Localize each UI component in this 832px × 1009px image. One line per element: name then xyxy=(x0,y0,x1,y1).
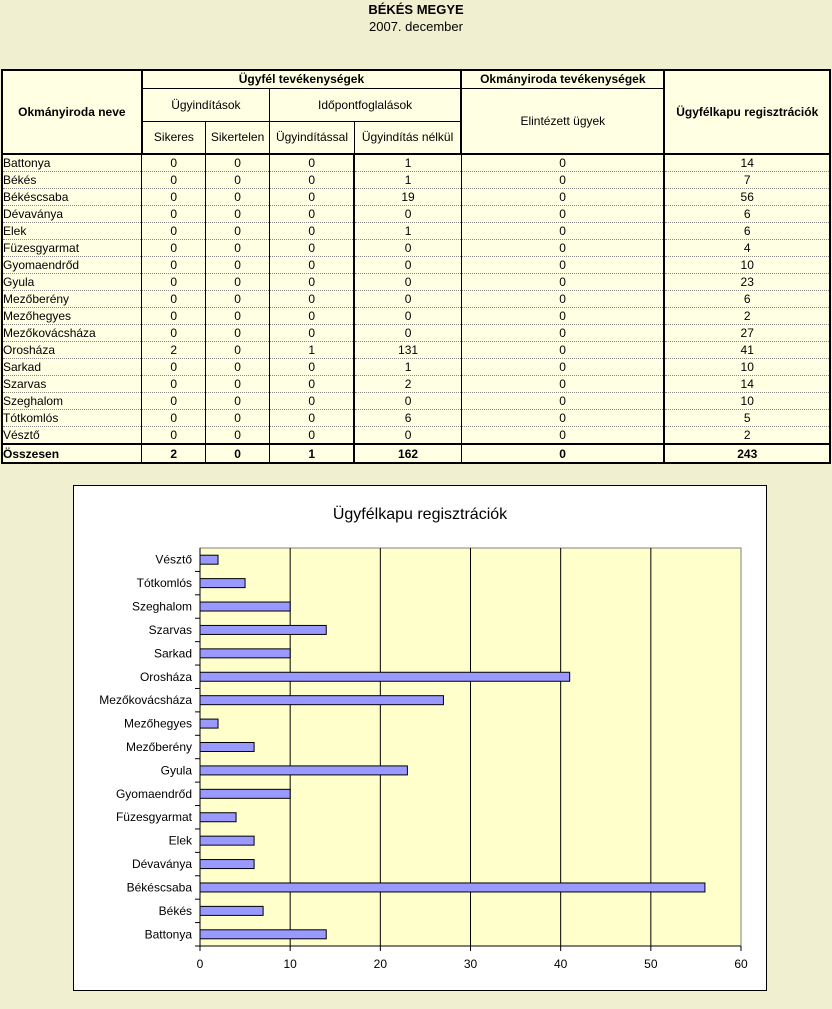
row-value: 0 xyxy=(461,189,664,206)
bar xyxy=(200,696,443,705)
row-value: 0 xyxy=(142,359,206,376)
header-idopont: Időpontfoglalások xyxy=(270,88,462,121)
row-value: 19 xyxy=(354,189,461,206)
table-row xyxy=(2,376,830,393)
y-tick-label: Békés xyxy=(158,903,192,918)
header-ugyinditassal: Ügyindítással xyxy=(270,121,355,154)
bar xyxy=(200,766,407,775)
row-value: 0 xyxy=(354,240,461,257)
row-value: 0 xyxy=(206,172,270,189)
row-value: 0 xyxy=(270,359,355,376)
y-tick-label: Mezőkovácsháza xyxy=(99,693,192,708)
header-ugyinditasok: Ügyindítások xyxy=(142,88,270,121)
row-value: 0 xyxy=(354,427,461,445)
row-value: 0 xyxy=(461,291,664,308)
row-value: 27 xyxy=(664,325,830,342)
row-value: 14 xyxy=(664,154,830,172)
data-table xyxy=(1,69,831,464)
y-tick-label: Gyomaendrőd xyxy=(115,786,192,801)
row-value: 0 xyxy=(206,257,270,274)
table-row xyxy=(2,342,830,359)
bar xyxy=(200,579,245,588)
header-elintezett: Elintézett ügyek xyxy=(461,88,664,154)
row-value: 0 xyxy=(461,257,664,274)
total-value: 1 xyxy=(270,444,355,463)
row-value: 131 xyxy=(354,342,461,359)
row-value: 0 xyxy=(142,308,206,325)
row-value: 2 xyxy=(354,376,461,393)
table-row xyxy=(2,308,830,325)
row-value: 0 xyxy=(270,223,355,240)
row-value: 0 xyxy=(206,274,270,291)
row-value: 0 xyxy=(354,274,461,291)
header-nelkul: Ügyindítás nélkül xyxy=(354,121,461,154)
row-name: Mezőkovácsháza xyxy=(2,325,142,342)
row-value: 0 xyxy=(206,154,270,172)
row-name: Mezőberény xyxy=(2,291,142,308)
x-tick-label: 0 xyxy=(196,957,204,971)
y-tick-label: Békéscsaba xyxy=(126,880,192,895)
row-name: Mezőhegyes xyxy=(2,308,142,325)
row-value: 0 xyxy=(270,308,355,325)
header-ugyfel: Ügyfél tevékenységek xyxy=(142,70,461,88)
x-tick-label: 30 xyxy=(463,957,478,971)
row-value: 0 xyxy=(142,154,206,172)
row-value: 0 xyxy=(354,393,461,410)
row-value: 0 xyxy=(461,427,664,445)
bar-chart xyxy=(74,486,766,990)
row-value: 4 xyxy=(664,240,830,257)
row-name: Békés xyxy=(2,172,142,189)
bar xyxy=(200,649,290,658)
row-value: 6 xyxy=(354,410,461,427)
row-value: 0 xyxy=(206,189,270,206)
row-value: 0 xyxy=(142,393,206,410)
bar xyxy=(200,836,254,845)
total-value: 162 xyxy=(354,444,461,463)
row-value: 0 xyxy=(206,427,270,445)
row-value: 0 xyxy=(142,325,206,342)
bar xyxy=(200,555,218,564)
y-tick-label: Sarkad xyxy=(153,646,192,661)
row-value: 1 xyxy=(270,342,355,359)
row-value: 0 xyxy=(206,393,270,410)
total-label: Összesen xyxy=(2,444,142,463)
row-value: 0 xyxy=(270,240,355,257)
row-value: 0 xyxy=(461,393,664,410)
table-row xyxy=(2,359,830,376)
row-value: 0 xyxy=(142,291,206,308)
x-tick-label: 20 xyxy=(373,957,388,971)
row-value: 0 xyxy=(270,257,355,274)
row-name: Békéscsaba xyxy=(2,189,142,206)
table-row xyxy=(2,189,830,206)
row-value: 0 xyxy=(461,359,664,376)
row-name: Orosháza xyxy=(2,342,142,359)
row-name: Battonya xyxy=(2,154,142,172)
row-value: 0 xyxy=(270,325,355,342)
y-tick-label: Battonya xyxy=(144,927,192,942)
row-name: Szeghalom xyxy=(2,393,142,410)
chart-area xyxy=(73,485,767,991)
row-value: 0 xyxy=(142,240,206,257)
x-tick-label: 50 xyxy=(644,957,658,971)
bar xyxy=(200,813,236,822)
row-value: 0 xyxy=(142,223,206,240)
bar xyxy=(200,906,263,915)
table-row xyxy=(2,274,830,291)
row-value: 0 xyxy=(206,342,270,359)
row-value: 0 xyxy=(142,172,206,189)
header-sikeres: Sikeres xyxy=(142,121,206,154)
bar xyxy=(200,602,290,611)
row-value: 0 xyxy=(206,410,270,427)
row-value: 1 xyxy=(354,359,461,376)
y-tick-label: Orosháza xyxy=(139,669,192,684)
row-value: 0 xyxy=(142,257,206,274)
y-tick-label: Füzesgyarmat xyxy=(115,810,192,825)
row-value: 0 xyxy=(206,325,270,342)
y-tick-label: Gyula xyxy=(160,763,192,778)
table-row xyxy=(2,154,830,172)
row-value: 7 xyxy=(664,172,830,189)
row-value: 0 xyxy=(461,376,664,393)
row-value: 0 xyxy=(206,206,270,223)
page-title: BÉKÉS MEGYE xyxy=(368,2,464,17)
y-tick-label: Elek xyxy=(168,833,192,848)
header-sikertelen: Sikertelen xyxy=(206,121,270,154)
row-value: 0 xyxy=(461,342,664,359)
row-value: 0 xyxy=(270,274,355,291)
row-name: Elek xyxy=(2,223,142,240)
table-row xyxy=(2,325,830,342)
bar xyxy=(200,719,218,728)
row-value: 23 xyxy=(664,274,830,291)
x-tick-label: 60 xyxy=(734,957,748,971)
row-value: 0 xyxy=(270,172,355,189)
table-row xyxy=(2,257,830,274)
row-value: 0 xyxy=(270,291,355,308)
row-value: 0 xyxy=(206,359,270,376)
row-value: 1 xyxy=(354,172,461,189)
table-row xyxy=(2,393,830,410)
row-value: 0 xyxy=(461,308,664,325)
row-value: 41 xyxy=(664,342,830,359)
page-subtitle: 2007. december xyxy=(369,19,463,34)
y-tick-label: Vésztő xyxy=(155,552,192,567)
table-row xyxy=(2,206,830,223)
total-value: 2 xyxy=(142,444,206,463)
row-value: 1 xyxy=(354,223,461,240)
row-name: Gyula xyxy=(2,274,142,291)
row-value: 0 xyxy=(270,410,355,427)
row-value: 0 xyxy=(142,410,206,427)
row-value: 0 xyxy=(206,240,270,257)
y-tick-label: Mezőhegyes xyxy=(123,716,192,731)
table-row xyxy=(2,427,830,445)
y-tick-label: Szeghalom xyxy=(131,599,192,614)
row-value: 14 xyxy=(664,376,830,393)
bar xyxy=(200,930,326,939)
bar xyxy=(200,883,705,892)
row-value: 0 xyxy=(270,427,355,445)
header-okmany: Okmányiroda tevékenységek xyxy=(461,70,664,88)
header-name: Okmányiroda neve xyxy=(2,70,142,154)
row-value: 0 xyxy=(270,206,355,223)
row-value: 0 xyxy=(142,206,206,223)
row-value: 0 xyxy=(461,240,664,257)
bar xyxy=(200,860,254,869)
row-value: 6 xyxy=(664,223,830,240)
row-value: 5 xyxy=(664,410,830,427)
row-value: 0 xyxy=(206,223,270,240)
row-value: 0 xyxy=(461,410,664,427)
row-value: 6 xyxy=(664,206,830,223)
row-value: 0 xyxy=(461,325,664,342)
x-tick-label: 10 xyxy=(283,957,297,971)
row-value: 0 xyxy=(142,189,206,206)
row-name: Füzesgyarmat xyxy=(2,240,142,257)
table-row xyxy=(2,223,830,240)
table-row xyxy=(2,172,830,189)
row-value: 0 xyxy=(142,427,206,445)
row-value: 0 xyxy=(354,308,461,325)
bar xyxy=(200,625,326,634)
row-value: 0 xyxy=(461,223,664,240)
bar xyxy=(200,672,570,681)
row-value: 0 xyxy=(270,376,355,393)
bar xyxy=(200,789,290,798)
row-value: 1 xyxy=(354,154,461,172)
total-value: 243 xyxy=(664,444,830,463)
row-value: 56 xyxy=(664,189,830,206)
row-value: 10 xyxy=(664,393,830,410)
row-value: 0 xyxy=(206,291,270,308)
row-value: 0 xyxy=(354,291,461,308)
row-value: 6 xyxy=(664,291,830,308)
x-tick-label: 40 xyxy=(553,957,568,971)
row-value: 2 xyxy=(664,427,830,445)
row-value: 0 xyxy=(270,154,355,172)
total-row xyxy=(2,444,830,463)
row-value: 2 xyxy=(664,308,830,325)
row-value: 10 xyxy=(664,257,830,274)
y-tick-label: Dévaványa xyxy=(131,857,192,872)
row-name: Gyomaendrőd xyxy=(2,257,142,274)
row-value: 0 xyxy=(354,206,461,223)
row-value: 0 xyxy=(354,257,461,274)
row-value: 0 xyxy=(206,308,270,325)
row-name: Szarvas xyxy=(2,376,142,393)
row-name: Dévaványa xyxy=(2,206,142,223)
header-regisztraciok: Ügyfélkapu regisztrációk xyxy=(664,70,830,154)
chart-title: Ügyfélkapu regisztrációk xyxy=(332,506,508,523)
row-value: 0 xyxy=(354,325,461,342)
table-row xyxy=(2,291,830,308)
row-value: 0 xyxy=(270,189,355,206)
row-name: Vésztő xyxy=(2,427,142,445)
y-tick-label: Tótkomlós xyxy=(136,576,192,591)
row-value: 0 xyxy=(142,376,206,393)
row-value: 10 xyxy=(664,359,830,376)
row-value: 2 xyxy=(142,342,206,359)
bar xyxy=(200,743,254,752)
row-value: 0 xyxy=(206,376,270,393)
y-tick-label: Mezőberény xyxy=(125,740,192,754)
row-value: 0 xyxy=(461,172,664,189)
row-value: 0 xyxy=(270,393,355,410)
total-value: 0 xyxy=(206,444,270,463)
table-row xyxy=(2,240,830,257)
row-name: Sarkad xyxy=(2,359,142,376)
row-value: 0 xyxy=(461,274,664,291)
total-value: 0 xyxy=(461,444,664,463)
row-value: 0 xyxy=(461,154,664,172)
row-value: 0 xyxy=(142,274,206,291)
row-value: 0 xyxy=(461,206,664,223)
y-tick-label: Szarvas xyxy=(148,622,192,637)
row-name: Tótkomlós xyxy=(2,410,142,427)
table-row xyxy=(2,410,830,427)
